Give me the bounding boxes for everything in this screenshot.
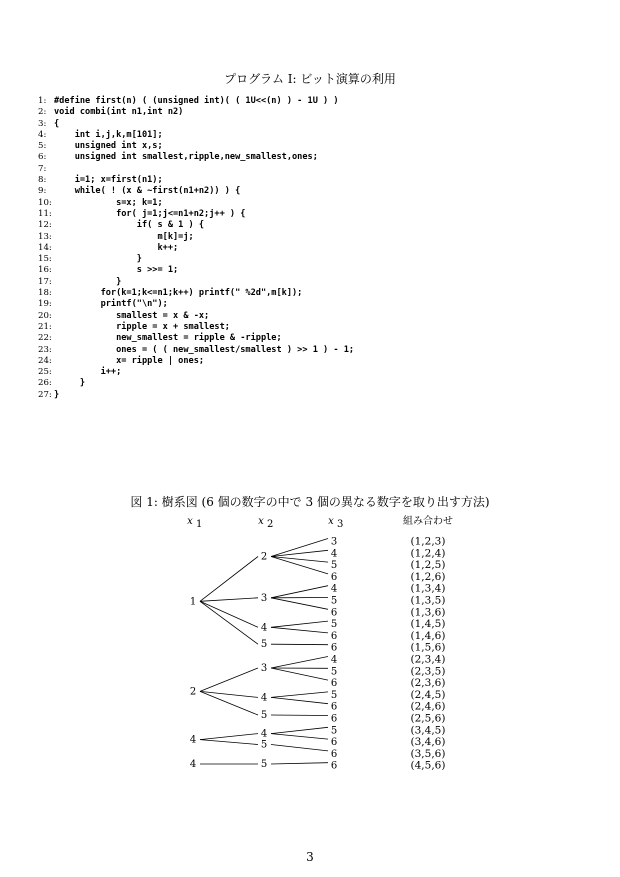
- code-text: {: [54, 118, 60, 129]
- line-number: 18:: [38, 288, 52, 299]
- line-number: 9:: [38, 186, 47, 197]
- line-number: 13:: [38, 231, 52, 242]
- code-text: x= ripple | ones;: [54, 355, 205, 366]
- code-text: ripple = x + smallest;: [54, 321, 230, 332]
- tree-branch: [200, 668, 258, 691]
- node-level3: 6: [330, 678, 338, 690]
- line-number: 21:: [38, 321, 52, 332]
- tree-branch: [271, 627, 328, 633]
- line-number: 23:: [38, 344, 52, 355]
- combination-entry: (2,5,6): [410, 712, 446, 725]
- tree-branch: [271, 621, 328, 627]
- tree-branch: [200, 601, 258, 644]
- combination-entry: (1,3,6): [410, 606, 446, 619]
- tree-branch: [200, 691, 258, 715]
- node-level3: 5: [330, 666, 338, 678]
- program-title: プログラム I: ビット演算の利用: [224, 72, 396, 86]
- line-number: 15:: [38, 254, 52, 265]
- node-level3: 6: [330, 737, 338, 749]
- tree-branch: [271, 598, 328, 610]
- code-text: for(k=1;k<=n1;k++) printf(" %2d",m[k]);: [54, 288, 303, 299]
- line-number: 17:: [38, 276, 52, 287]
- node-level3: 4: [330, 654, 338, 666]
- tree-branch: [200, 734, 258, 740]
- tree-branch: [271, 697, 328, 703]
- line-number: 2:: [38, 107, 47, 118]
- node-level3: 5: [330, 689, 338, 701]
- line-number: 14:: [38, 242, 52, 253]
- code-text: printf("\n");: [54, 299, 168, 310]
- tree-branch: [271, 715, 328, 716]
- line-number: 20:: [38, 310, 52, 321]
- code-text: #define first(n) ( (unsigned int)( ( 1U<<(n) ) - 1U ) ): [54, 96, 339, 106]
- node-level3: 4: [330, 583, 338, 595]
- node-level2: 5: [260, 759, 268, 770]
- tree-branch: [271, 692, 328, 698]
- node-level3: 6: [330, 571, 338, 583]
- code-text: if( s & 1 ) {: [54, 220, 205, 231]
- figure-title: 図 1: 樹系図 (6 個の数字の中で 3 個の異なる数字を取り出す方法): [130, 495, 490, 509]
- combination-entry: (2,3,6): [410, 677, 446, 690]
- line-number: 16:: [38, 265, 52, 276]
- code-text: for( j=1;j<=n1+n2;j++ ) {: [54, 208, 246, 219]
- tree-branch: [271, 727, 328, 733]
- line-number: 26:: [38, 378, 52, 389]
- column-header-x1: x: [187, 516, 193, 527]
- code-text: void combi(int n1,int n2): [54, 107, 184, 118]
- node-level3: 6: [330, 713, 338, 725]
- code-text: i++;: [54, 367, 122, 378]
- line-number: 3:: [38, 118, 47, 129]
- code-text: unsigned int smallest,ripple,new_smallest,ones;: [54, 152, 318, 163]
- line-number: 12:: [38, 220, 52, 231]
- node-level1: 1: [189, 596, 197, 608]
- code-text: m[k]=j;: [54, 231, 194, 242]
- tree-branch: [271, 644, 328, 645]
- code-text: int i,j,k,m[101];: [54, 129, 163, 140]
- code-text: ones = ( ( new_smallest/smallest ) >> 1 ) - 1;: [54, 344, 355, 355]
- tree-branch: [271, 657, 328, 669]
- code-text: unsigned int x,s;: [54, 141, 163, 152]
- line-number: 7:: [38, 163, 47, 174]
- combination-entry: (4,5,6): [410, 759, 446, 772]
- line-number: 22:: [38, 333, 52, 344]
- code-text: }: [54, 254, 142, 265]
- code-text: smallest = x & -x;: [54, 310, 210, 321]
- node-level2: 3: [260, 663, 268, 674]
- code-text: }: [54, 378, 86, 389]
- code-text: i=1; x=first(n1);: [54, 175, 163, 186]
- node-level3: 6: [330, 642, 338, 654]
- combination-entry: (1,4,5): [410, 618, 446, 631]
- node-level3: 5: [330, 725, 338, 737]
- combination-entry: (3,5,6): [410, 747, 446, 760]
- combination-entry: (1,5,6): [410, 641, 446, 654]
- node-level1: 4: [189, 759, 197, 770]
- tree-branch: [200, 598, 258, 602]
- line-number: 11:: [38, 208, 52, 219]
- line-number: 8:: [38, 175, 47, 186]
- combination-entry: (2,4,5): [410, 688, 446, 701]
- combination-entry: (3,4,5): [410, 724, 446, 737]
- tree-branch: [271, 734, 328, 740]
- code-text: new_smallest = ripple & -ripple;: [54, 333, 282, 344]
- tree-branch: [271, 745, 328, 751]
- combination-entry: (2,3,5): [410, 665, 446, 678]
- node-level3: 5: [330, 595, 338, 607]
- code-text: s >>= 1;: [54, 265, 179, 276]
- code-text: }: [54, 276, 122, 287]
- node-level1: 4: [189, 734, 197, 746]
- column-header-x2: x: [258, 516, 264, 527]
- node-level3: 6: [330, 701, 338, 713]
- column-header-x3: x: [328, 516, 334, 527]
- line-number: 10:: [38, 197, 52, 208]
- combination-entry: (1,2,4): [410, 547, 446, 560]
- combination-entry: (3,4,6): [410, 736, 446, 749]
- node-level1: 2: [189, 686, 197, 698]
- line-number: 1:: [38, 96, 47, 106]
- node-level2: 5: [260, 639, 268, 651]
- combination-entry: (1,3,4): [410, 582, 446, 595]
- node-level2: 4: [260, 692, 268, 704]
- tree-branch: [200, 691, 258, 697]
- column-header-combination: 組み合わせ: [403, 516, 453, 527]
- line-number: 6:: [38, 152, 47, 163]
- node-level3: 5: [330, 619, 338, 631]
- line-number: 5:: [38, 141, 47, 152]
- node-level2: 4: [260, 622, 268, 634]
- node-level3: 6: [330, 630, 338, 642]
- column-header-subscript: 1: [196, 519, 203, 530]
- column-header-subscript: 3: [337, 519, 344, 530]
- line-number: 27:: [38, 389, 52, 400]
- page-number: 3: [306, 850, 314, 864]
- tree-branch: [271, 586, 328, 598]
- node-level3: 6: [330, 748, 338, 760]
- column-header-subscript: 2: [267, 519, 274, 530]
- tree-branch: [200, 601, 258, 627]
- node-level2: 4: [260, 728, 268, 740]
- node-level2: 5: [260, 739, 268, 751]
- code-text: }: [54, 389, 60, 400]
- node-level3: 6: [330, 760, 338, 772]
- line-number: 24:: [38, 355, 52, 366]
- line-number: 19:: [38, 299, 52, 310]
- combination-entry: (1,2,3): [410, 535, 446, 548]
- line-number: 25:: [38, 367, 52, 378]
- tree-branch: [271, 668, 328, 680]
- combination-entry: (2,4,6): [410, 700, 446, 713]
- node-level3: 5: [330, 560, 338, 572]
- combination-entry: (1,2,5): [410, 559, 446, 572]
- combination-entry: (1,2,6): [410, 570, 446, 583]
- node-level3: 4: [330, 548, 338, 560]
- node-level2: 2: [260, 551, 268, 563]
- node-level2: 3: [260, 592, 268, 604]
- node-level3: 3: [330, 536, 338, 548]
- tree-branch: [271, 763, 328, 764]
- node-level2: 5: [260, 710, 268, 721]
- combination-entry: (1,3,5): [410, 594, 446, 607]
- combination-entry: (2,3,4): [410, 653, 446, 666]
- node-level3: 6: [330, 607, 338, 619]
- combination-entry: (1,4,6): [410, 629, 446, 642]
- code-text: while( ! (x & ~first(n1+n2)) ) {: [54, 186, 241, 197]
- code-text: s=x; k=1;: [54, 197, 163, 208]
- tree-branch: [200, 740, 258, 745]
- line-number: 4:: [38, 129, 47, 140]
- code-text: k++;: [54, 242, 179, 253]
- tree-branch: [200, 557, 258, 602]
